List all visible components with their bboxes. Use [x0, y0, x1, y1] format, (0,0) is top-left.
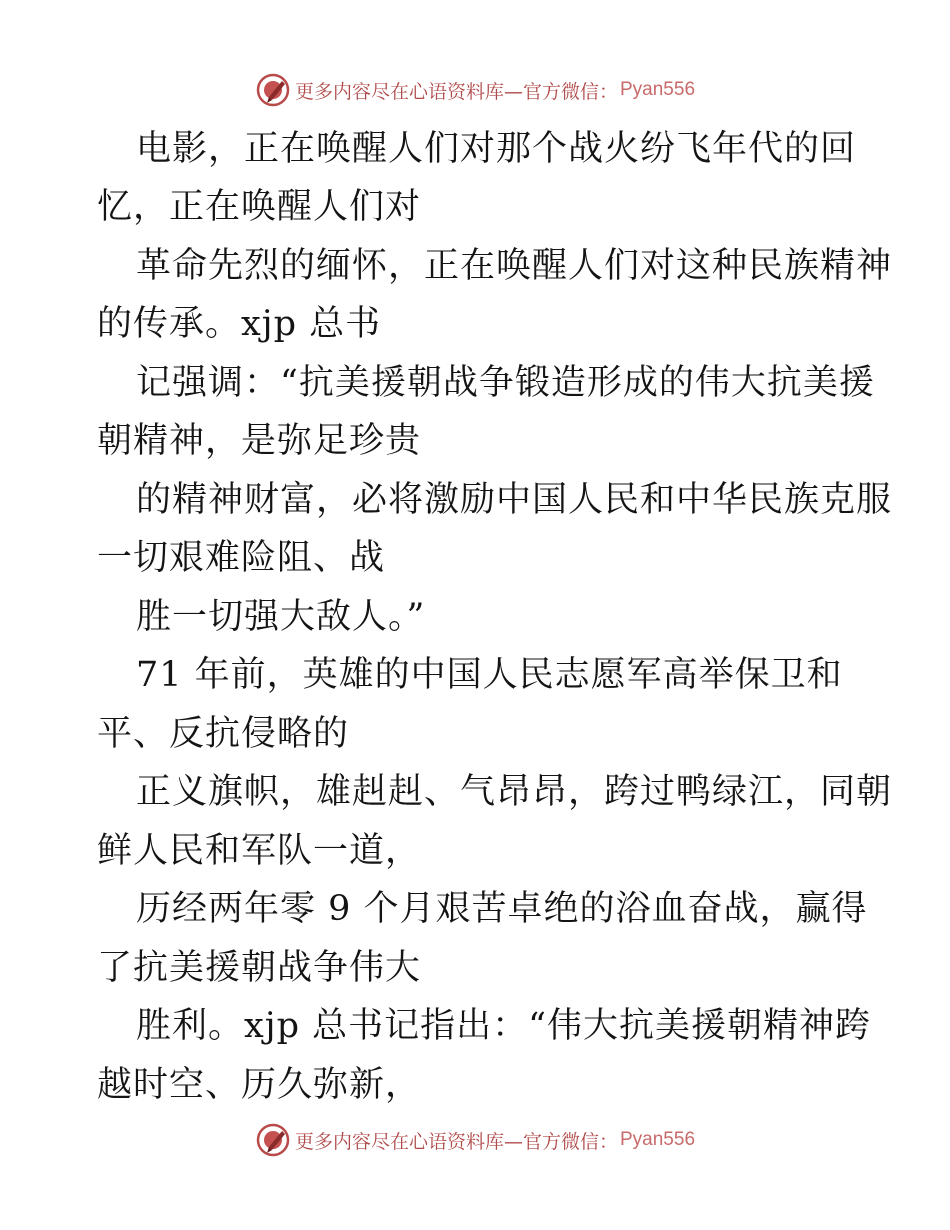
- pen-logo-icon: [255, 72, 291, 108]
- text-line: 越时空、历久弥新，: [97, 1065, 422, 1105]
- text-line: 历经两年零 9 个月艰苦卓绝的浴血奋战，赢得: [136, 889, 868, 929]
- text-line: 一切艰难险阻、战: [97, 538, 386, 578]
- text-line: 正义旗帜，雄赳赳、气昂昂，跨过鸭绿江，同朝: [136, 772, 893, 812]
- text-line: 革命先烈的缅怀，正在唤醒人们对这种民族精神: [136, 246, 893, 286]
- text-line: 电影，正在唤醒人们对那个战火纷飞年代的回: [136, 129, 857, 169]
- footer-wechat-id: Pyan556: [620, 1129, 696, 1150]
- text-line: 平、反抗侵略的: [97, 714, 350, 754]
- text-line: 了抗美援朝战争伟大: [97, 948, 422, 988]
- text-line: 的精神财富，必将激励中国人民和中华民族克服: [136, 480, 893, 520]
- footer-banner-text: 更多内容尽在心语资料库—官方微信：: [294, 1130, 618, 1153]
- text-line: 的传承。xjp 总书: [97, 304, 382, 344]
- text-line: 记强调：“抗美援朝战争锻造形成的伟大抗美援: [136, 363, 875, 403]
- text-line: 忆，正在唤醒人们对: [97, 187, 422, 227]
- header-wechat-id: Pyan556: [620, 79, 696, 100]
- footer-banner: [0, 1120, 950, 1160]
- text-line: 胜一切强大敌人。”: [136, 597, 426, 637]
- text-line: 鲜人民和军队一道，: [97, 831, 422, 871]
- header-banner: [0, 70, 950, 110]
- header-banner-text: 更多内容尽在心语资料库—官方微信：: [294, 80, 618, 103]
- text-line: 71 年前，英雄的中国人民志愿军高举保卫和: [136, 655, 843, 695]
- pen-logo-icon: [255, 1122, 291, 1158]
- text-line: 朝精神，是弥足珍贵: [97, 421, 422, 461]
- text-line: 胜利。xjp 总书记指出：“伟大抗美援朝精神跨: [136, 1006, 872, 1046]
